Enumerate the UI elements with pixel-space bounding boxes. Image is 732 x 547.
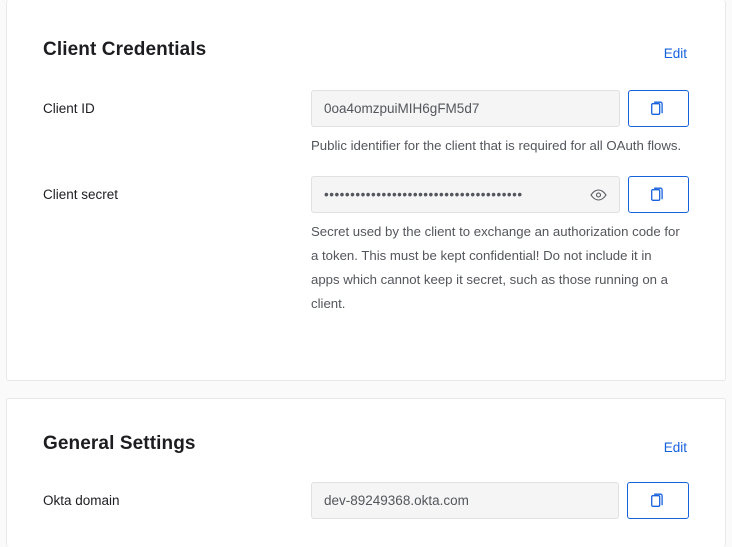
okta-domain-input-line [311,482,689,519]
edit-client-credentials-button[interactable]: Edit [663,46,687,61]
okta-domain-row [7,482,725,519]
general-settings-title: General Settings [43,433,196,454]
client-id-help-text: Public identifier for the client that is required for all OAuth flows. [311,138,682,153]
okta-domain-value: dev-89249368.okta.com [324,493,469,508]
page-title: Client Credentials [43,39,207,60]
copy-icon [651,101,666,117]
client-id-label: Client ID [43,101,95,116]
copy-icon [651,493,666,509]
okta-domain-label: Okta domain [43,493,120,508]
client-secret-label: Client secret [43,187,119,202]
client-credentials-card [6,0,726,381]
client-id-value: 0oa4omzpuiMIH6gFM5d7 [324,101,480,116]
edit-general-settings-button[interactable]: Edit [663,440,687,455]
client-id-row [7,90,725,158]
general-settings-card [6,398,726,547]
okta-domain-body [311,482,689,519]
client-secret-help-text: Secret used by the client to exchange an authorization code for a token. This must be kept confidential! Do not include it in apps which cannot keep it secret, such as those running on a client. [311,224,680,311]
client-id-input[interactable] [311,90,620,127]
copy-client-secret-button[interactable] [628,176,689,213]
client-credentials-header [7,0,725,62]
client-secret-body [311,176,689,316]
copy-okta-domain-button[interactable] [627,482,689,519]
client-secret-value: •••••••••••••••••••••••••••••••••••••• [324,187,523,202]
eye-icon[interactable] [589,186,607,204]
client-secret-row [7,176,725,316]
copy-icon [651,187,666,203]
client-secret-input-line [311,176,689,213]
client-id-input-line [311,90,689,127]
copy-client-id-button[interactable] [628,90,689,127]
client-secret-input[interactable] [311,176,620,213]
client-id-body [311,90,689,158]
okta-domain-input[interactable] [311,482,619,519]
general-settings-header [7,399,725,456]
